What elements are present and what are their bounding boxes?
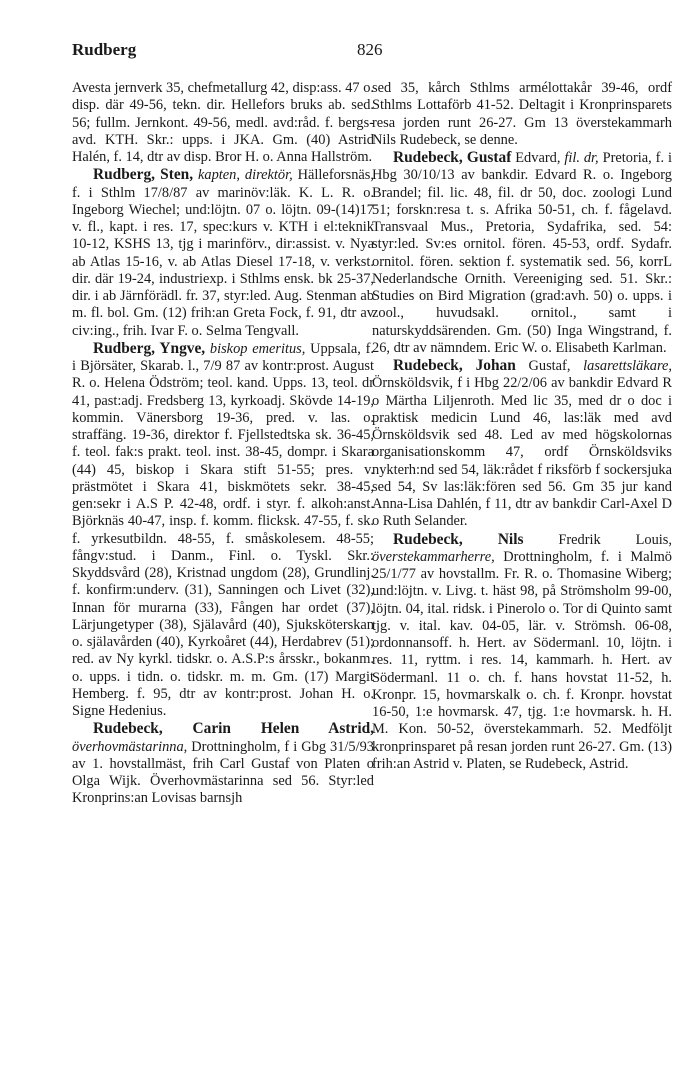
entry-title: kapten, direktör,: [198, 167, 293, 184]
entry-rudebeck-johan: [372, 357, 672, 531]
entry-given-names: Fredrik Louis,: [558, 531, 672, 548]
running-head-surname: Rudberg: [72, 40, 137, 59]
entry-title: överstekammarherre,: [372, 548, 495, 565]
entry-rudebeck-astrid: [72, 720, 374, 807]
entry-title: biskop emeritus,: [209, 340, 306, 357]
entry-headword: Rudebeck, Gustaf: [393, 149, 512, 166]
entry-title: överhovmästarinna,: [72, 738, 188, 755]
entry-headword: Rudberg, Yngve,: [93, 339, 206, 357]
entry-rudberg-sten: [72, 166, 374, 340]
entry-headword: Rudberg, Sten,: [93, 166, 194, 184]
entry-rudebeck-nils: [372, 531, 672, 774]
entry-headword: Rudebeck, Nils: [393, 530, 524, 548]
entry-continuation: [372, 80, 672, 149]
entry-title: lasarettsläkare,: [583, 358, 672, 374]
entry-text: Pretoria, f. i Hbg 30/10/13 av bankdir. Edvard R. o. Ingeborg Brandel; fil. lic. 48, fil. dr 50, doc. zoologi Lund 51; forskn:resa t. s. Afrika 50-51, ch. f. fågelavd. Transvaal Mus., Pretoria, Sydafrika, sed. 54: styr:led. Sv:es ornitol. fören. 45-53, ordf. Sydafr. ornitol. fören. sektion f. systematik sed. 56, korrL Nederlandsche Ornith. Vereeniging sed. 51. Skr.: Studies on Bird Migration (grad:avh. 50) o. upps. i zool., huvudsakl. ornitol., samt i naturskyddsärenden. Gm. (50) Inga Wingstrand, f. 26, dtr av nämndem. Eric W. o. Elisabeth Karlman.: [372, 150, 672, 356]
page-number: 826: [357, 40, 383, 59]
entry-given-names: Gustaf,: [528, 358, 571, 374]
entry-headword: Rudebeck, Johan: [393, 357, 516, 374]
entry-text: sed 35, kårch Sthlms armélottakår 39-46, ordf Sthlms Lottaförb 41-52. Deltagit i Kronprinsparets resa jorden runt 26-27. Gm 13 överstekammarh Nils Rudebeck, se denne.: [372, 80, 672, 148]
running-head: [72, 40, 670, 64]
entry-continuation: [72, 80, 374, 166]
entry-text: Örnsköldsvik, f i Hbg 22/2/06 av bankdir Edvard R o Märtha Liljenroth. Med lic 35, med dr o doc i praktisk medicin Lund 46, las:läk med avd Örnsköldsvik sed 48. Led av med högskolornas organisationskomm 47, ordf Örnsköldsviks nykterh:nd sed 54, läk:rådet f riksförb f sockersjuka sed 54, Sv las:läk:fören sed 56. Gm 35 jur kand Anna-Lisa Dahlén, f 11, dtr av bankdir Carl-Axel D o Ruth Selander.: [372, 375, 672, 530]
entry-text: Uppsala, f. i Björsäter, Skarab. l., 7/9 87 av kontr:prost. August R. o. Helena Ödström; teol. kand. Upps. 13, teol. dr 41, past:adj. Fredsberg 13, kyrkoadj. Skövde 14-19, kommin. Vänersborg 19-36, pred. v. las. o. straffäng. 19-36, direktor f. Fjellstedtska sk. 36-45, f. teol. fak:s prakt. teol. inst. 38-45, dompr. i Skara (44) 45, biskop i Skara stift 51-55; pres. v. prästmötet i Skara 41, biskmötets sekr. 38-45, gen:sekr i A.S P. 42-48, ordf. i styr. f. alkoh:anst. Björknäs 40-47, insp. f. komm. flicksk. 47-55, f. sk. f. yrkesutbildn. 48-55, f. småskolesem. 48-55; fångv:stud. i Danm., Finl. o. Tyskl. Skr.: Skyddsvård (28), Kristnad ungdom (28), Grundlinj. f. konfirm:underv. (31), Sanningen och Livet (32), Innan för murarna (33), Fången har ordet (37), Lärjungetyper (38), Själavård (40), Sjuksköterskan o. själavården (40), Kyrkoåret (44), Herdabrev (51); red. av Ny kyrkl. tidskr. o. A.S.P:s årsskr., bokanm. o. upps. i tidn. o. tidskr. m. m. Gm. (17) Margit Hemberg. f. 95, dtr av kontr:prost. Johan H. o. Signe Hedenius.: [72, 340, 374, 719]
left-column: [72, 80, 374, 808]
entry-text: Avesta jernverk 35, chefmetallurg 42, disp:ass. 47 o. disp. där 49-56, tekn. dir. Hellefors bruks ab. sed. 56; fullm. Jernkont. 49-56, medl. avd:råd. f. bergs-avd. KTH. Skr.: upps. i JKA. Gm. (40) Astrid Halén, f. 14, dtr av disp. Bror H. o. Anna Hallström.: [72, 80, 374, 165]
entry-title: fil. dr,: [564, 150, 599, 166]
entry-text: Drottningholm, f i Gbg 31/5/93 av 1. hovstallmäst, frih Carl Gustaf von Platen o Olga Wijk. Överhovmästarinna sed 56. Styr:led Kronprins:an Lovisas barnsjh: [72, 738, 374, 807]
entry-headword: Rudebeck, Carin Helen Astrid,: [93, 720, 374, 738]
entry-given-names: Edvard,: [515, 150, 561, 166]
entry-rudebeck-gustaf: [372, 149, 672, 357]
entry-text: Drottningholm, f. i Malmö 25/1/77 av hovstallm. Fr. R. o. Thomasine Wiberg; und:löjtn. v. Livg. t. häst 98, på Strömsholm 99-00, löjtn. 04, ital. ridsk. i Pinerolo o. Tor di Quinto samt tjg. v. ital. kav. 04-05, lär. v. Strömsh. 06-08, ordonnansoff. h. Hert. av Södermanl. 10, löjtn. i res. 11, ryttm. i res. 14, kammarh. h. Hert. av Södermanl. 11 o. ch. f. hans hovstat 11-52, h. Kronpr. 15, hovmarskalk o. ch. f. Kronpr. hovstat 16-50, 1:e hovmarsk. 47, tjg. 1:e hovmarsk. h. H. M. Kon. 50-52, överstekammarh. 52. Medföljt kronprinsparet på resan jorden runt 26-27. Gm. (13) frih:an Astrid v. Platen, se Rudebeck, Astrid.: [372, 548, 672, 772]
right-column: [372, 80, 672, 773]
entry-rudberg-yngve: [72, 340, 374, 721]
entry-text: Hälleforsnäs, f. i Sthlm 17/8/87 av marinöv:läk. K. L. R. o. Ingeborg Wiechel; und:löjtn. 07 o. löjtn. 09-(14)17 v. fl., kapt. i res. 17, spec:kurs v. KTH i el:teknik 10-12, KSHS 13, tjg i marinförv., dir:assist. v. Nya ab Atlas 15-16, v. ab Atlas Diesel 17-18, v. verkst. dir. där 19-24, industriexp. i Sthlms ensk. bk 25-37, dir. i ab Järnförädl. fr. 37, styr:led. Aug. Stenman ab m. fl. bol. Gm. (12) frih:an Greta Fock, f. 91, dtr av civ:ing., frih. Ivar F. o. Selma Tengvall.: [72, 167, 374, 339]
